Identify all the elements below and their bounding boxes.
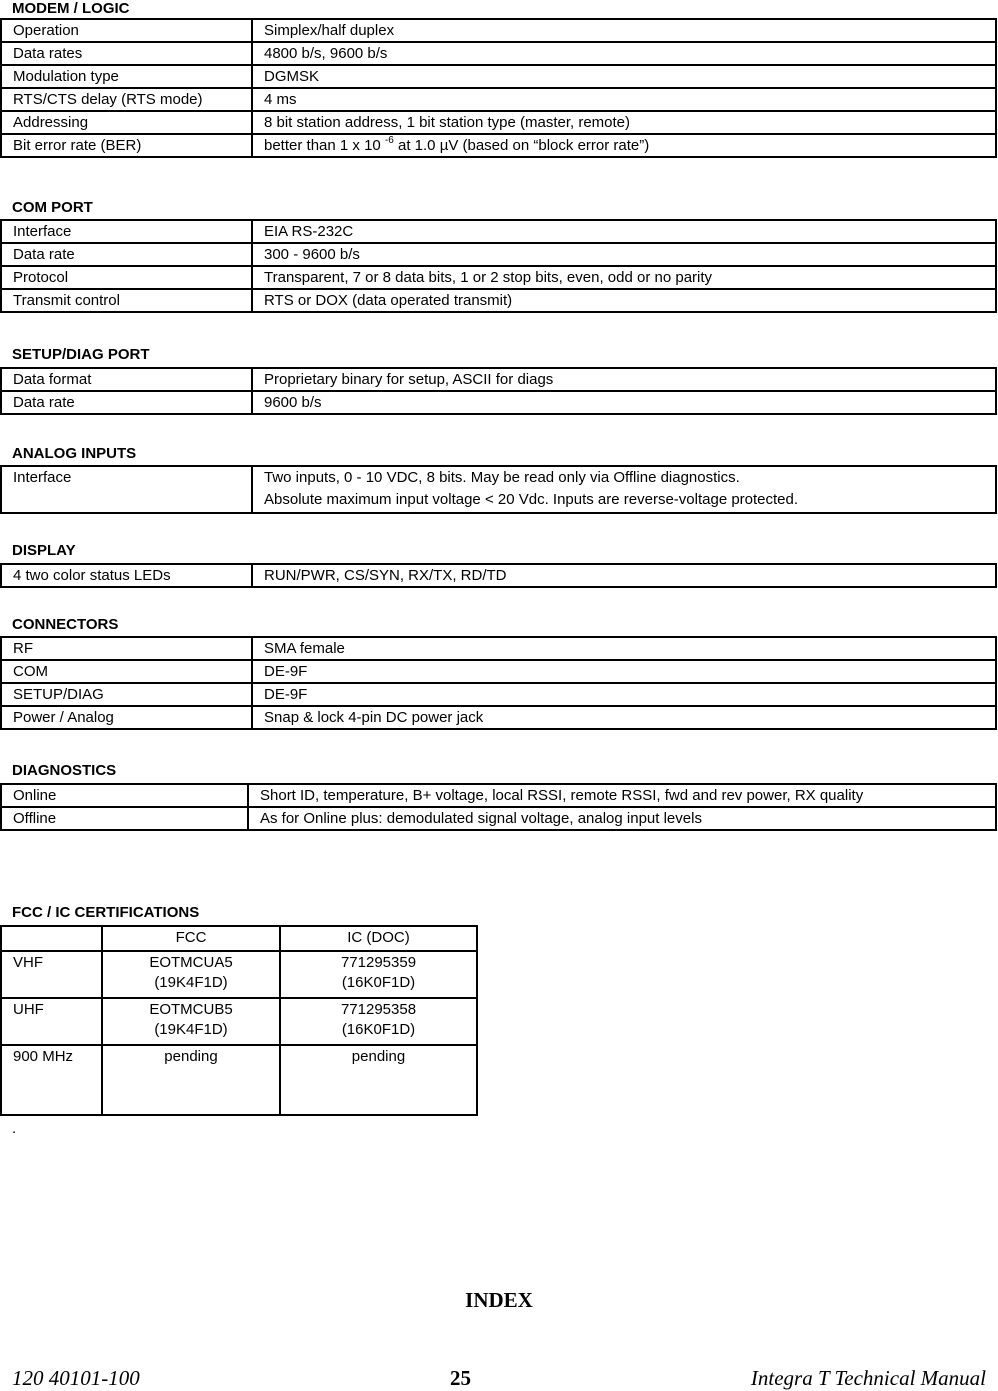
row-value: DE-9F [252,683,996,706]
table-row [1,466,996,513]
footer-manual-title: Integra T Technical Manual [750,1366,986,1390]
row-value: 4800 b/s, 9600 b/s [252,42,996,65]
table-row [1,637,996,660]
header-ic: IC (DOC) [280,926,477,951]
table-row [1,807,996,830]
modem-table [0,18,997,158]
table-row [1,951,477,998]
row-label: Interface [1,466,252,513]
row-value: DE-9F [252,660,996,683]
row-value: 4 ms [252,88,996,111]
table-row [1,784,996,807]
table-row [1,19,996,42]
row-label: Offline [1,807,248,830]
section-title-certifications: FCC / IC CERTIFICATIONS [12,904,200,921]
connectors-table [0,636,997,730]
table-row [1,683,996,706]
row-value: Transparent, 7 or 8 data bits, 1 or 2 stop bits, even, odd or no parity [252,266,996,289]
row-label: Data rate [1,391,252,414]
row-value: RUN/PWR, CS/SYN, RX/TX, RD/TD [252,564,996,587]
footer-doc-number: 120 40101-100 [12,1366,140,1390]
row-value: 9600 b/s [252,391,996,414]
index-title: INDEX [465,1288,533,1312]
table-row [1,1045,477,1115]
row-value: EIA RS-232C [252,220,996,243]
ber-prefix: better than 1 x 10 [264,137,385,154]
table-row [1,368,996,391]
table-row [1,391,996,414]
section-title-setup-diag: SETUP/DIAG PORT [12,346,150,363]
row-label: SETUP/DIAG [1,683,252,706]
row-value: RTS or DOX (data operated transmit) [252,289,996,312]
table-row [1,266,996,289]
row-value: SMA female [252,637,996,660]
fcc-cell [102,998,280,1045]
table-row [1,220,996,243]
certifications-table [0,925,478,1116]
row-label: RF [1,637,252,660]
fcc-id: EOTMCUB5 [149,1001,233,1018]
row-value: Simplex/half duplex [252,19,996,42]
table-header-row [1,926,477,951]
header-blank [1,926,102,951]
fcc-emission: (19K4F1D) [154,1021,228,1038]
row-value: DGMSK [252,65,996,88]
row-label: Interface [1,220,252,243]
table-row [1,134,996,157]
table-row [1,660,996,683]
ber-suffix: at 1.0 µV (based on “block error rate”) [393,137,650,154]
row-label: COM [1,660,252,683]
row-label: Operation [1,19,252,42]
band-label: UHF [1,998,102,1045]
fcc-cell [102,951,280,998]
table-row [1,243,996,266]
table-row [1,564,996,587]
row-value: Proprietary binary for setup, ASCII for diags [252,368,996,391]
analog-line-1: Two inputs, 0 - 10 VDC, 8 bits. May be read only via Offline diagnostics. [264,469,740,486]
ic-cell [280,951,477,998]
ic-id: 771295358 [340,1001,417,1018]
table-row [1,42,996,65]
setup-diag-table [0,367,997,415]
row-value: Short ID, temperature, B+ voltage, local RSSI, remote RSSI, fwd and rev power, RX quality [248,784,996,807]
fcc-id: EOTMCUA5 [149,954,233,971]
row-value: 8 bit station address, 1 bit station type (master, remote) [252,111,996,134]
band-label: 900 MHz [1,1045,102,1115]
footer-page-number: 25 [450,1366,471,1390]
ic-cell [280,998,477,1045]
table-row [1,88,996,111]
section-title-display: DISPLAY [12,542,76,559]
row-value: As for Online plus: demodulated signal voltage, analog input levels [248,807,996,830]
band-label: VHF [1,951,102,998]
table-row [1,111,996,134]
row-label: Transmit control [1,289,252,312]
row-value [252,466,996,513]
row-value: 300 - 9600 b/s [252,243,996,266]
com-port-table [0,219,997,313]
row-label: 4 two color status LEDs [1,564,252,587]
row-value [252,134,996,157]
row-label: RTS/CTS delay (RTS mode) [1,88,252,111]
header-fcc: FCC [102,926,280,951]
fcc-emission: (19K4F1D) [154,974,228,991]
row-label: Data rates [1,42,252,65]
analog-line-2: Absolute maximum input voltage < 20 Vdc. Inputs are reverse-voltage protected. [264,491,799,508]
section-title-analog: ANALOG INPUTS [12,445,137,462]
row-label: Online [1,784,248,807]
row-label: Data format [1,368,252,391]
display-table [0,563,997,588]
section-title-connectors: CONNECTORS [12,616,119,633]
row-label: Bit error rate (BER) [1,134,252,157]
table-row [1,998,477,1045]
row-label: Addressing [1,111,252,134]
fcc-cell: pending [102,1045,280,1115]
section-title-modem: MODEM / LOGIC [12,0,130,17]
ic-cell: pending [280,1045,477,1115]
diagnostics-table [0,783,997,831]
ic-emission: (16K0F1D) [341,1021,416,1038]
row-label: Power / Analog [1,706,252,729]
row-label: Modulation type [1,65,252,88]
row-label: Data rate [1,243,252,266]
trailing-period: . [12,1120,17,1137]
row-value: Snap & lock 4-pin DC power jack [252,706,996,729]
table-row [1,289,996,312]
ic-emission: (16K0F1D) [341,974,416,991]
analog-table [0,465,997,514]
ber-exponent: -6 [384,135,394,146]
section-title-com-port: COM PORT [12,199,93,216]
table-row [1,706,996,729]
table-row [1,65,996,88]
section-title-diagnostics: DIAGNOSTICS [12,762,117,779]
row-label: Protocol [1,266,252,289]
ic-id: 771295359 [340,954,417,971]
